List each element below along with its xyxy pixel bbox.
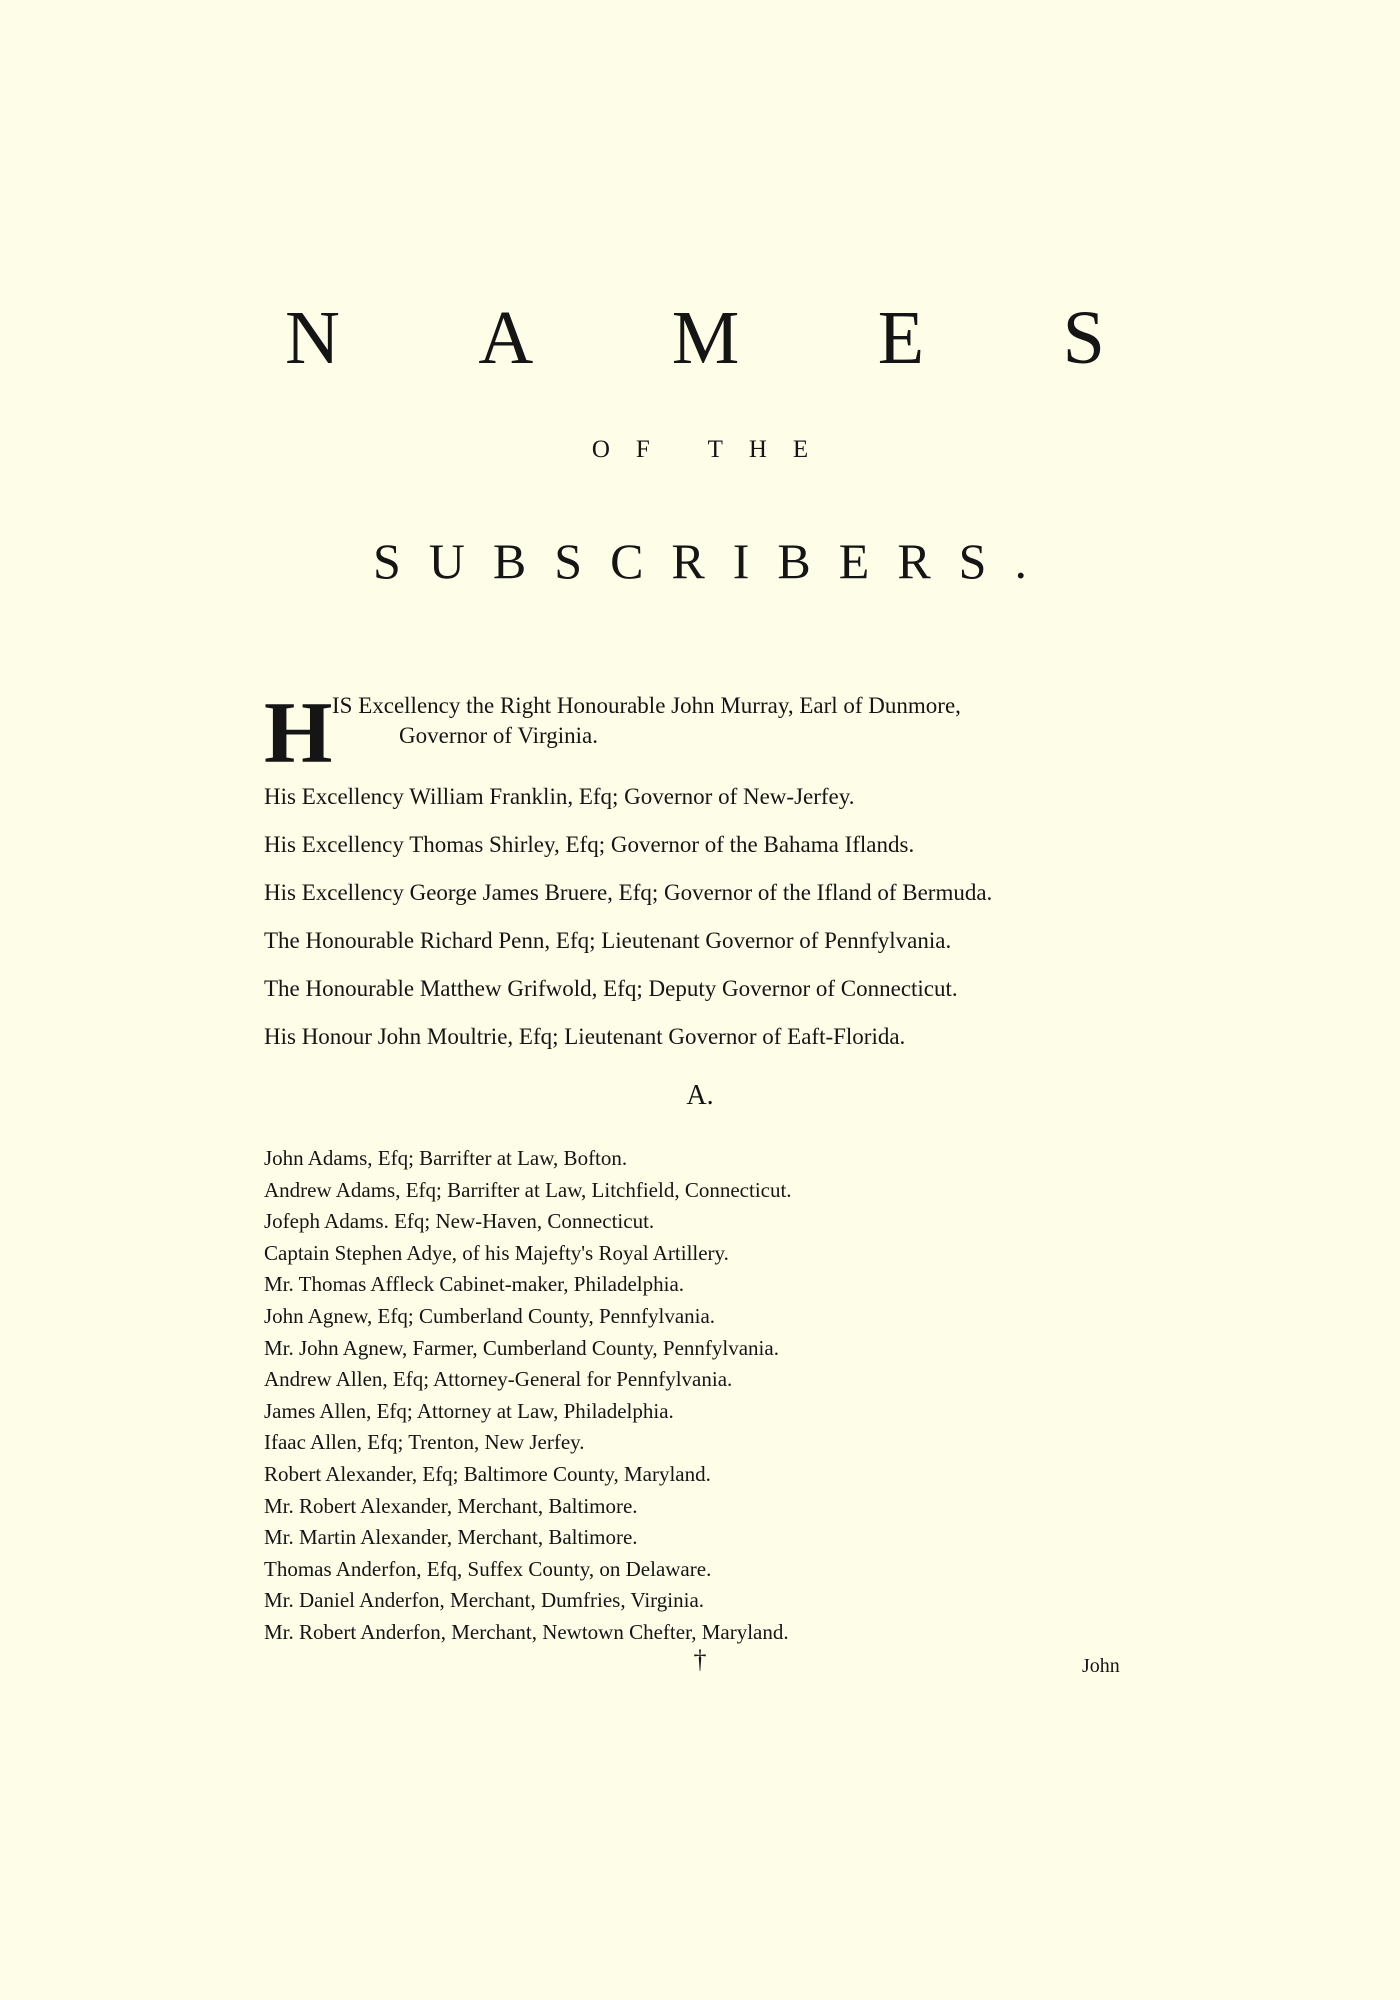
list-item: Andrew Adams, Efq; Barrifter at Law, Litchfield, Connecticut.: [264, 1177, 792, 1202]
dignitary-text: IS Excellency the Right Honourable John Murray, Earl of Dunmore,: [332, 693, 961, 718]
title-letter: A: [478, 296, 534, 380]
section-heading: A.: [686, 1080, 714, 1111]
dignitary-entry: His Excellency William Franklin, Efq; Governor of New-Jerfey.: [264, 784, 855, 809]
dignitary-entry: The Honourable Matthew Grifwold, Efq; Deputy Governor of Connecticut.: [264, 976, 958, 1001]
list-item: Robert Alexander, Efq; Baltimore County, Maryland.: [264, 1461, 711, 1486]
title-letter: E: [877, 296, 925, 380]
title-connector: OF THE: [591, 436, 835, 463]
list-item: Mr. Thomas Affleck Cabinet-maker, Philadelphia.: [264, 1272, 685, 1297]
dignitary-entry: His Honour John Moultrie, Efq; Lieutenant Governor of Eaft-Florida.: [264, 1024, 906, 1049]
list-item: John Adams, Efq; Barrifter at Law, Bofton.: [264, 1146, 628, 1170]
page-title: [285, 296, 1105, 380]
title-letter: N: [285, 296, 340, 380]
list-item: Andrew Allen, Efq; Attorney-General for Pennfylvania.: [264, 1367, 733, 1392]
list-item: James Allen, Efq; Attorney at Law, Philadelphia.: [264, 1398, 674, 1423]
dignitary-entry: The Honourable Richard Penn, Efq; Lieutenant Governor of Pennfylvania.: [264, 928, 952, 953]
title-letter: M: [671, 296, 740, 380]
list-item: Mr. Martin Alexander, Merchant, Baltimore.: [264, 1525, 638, 1550]
page-subtitle: SUBSCRIBERS.: [373, 533, 1055, 589]
list-item: Mr. Daniel Anderfon, Merchant, Dumfries, Virginia.: [264, 1588, 705, 1613]
drop-cap: H: [264, 685, 333, 782]
list-item: John Agnew, Efq; Cumberland County, Pennfylvania.: [264, 1303, 716, 1328]
list-item: Mr. John Agnew, Farmer, Cumberland County, Pennfylvania.: [264, 1335, 779, 1360]
list-item: Mr. Robert Alexander, Merchant, Baltimore.: [264, 1493, 638, 1518]
catchword: John: [1082, 1655, 1120, 1677]
title-letter: S: [1062, 296, 1105, 380]
list-item: Mr. Robert Anderfon, Merchant, Newtown Chefter, Maryland.: [264, 1619, 789, 1644]
dignitary-entry: His Excellency Thomas Shirley, Efq; Governor of the Bahama Iflands.: [264, 832, 915, 857]
dignitaries-list: [264, 685, 1144, 1061]
signature-mark: †: [693, 1645, 707, 1674]
subscriber-list: [264, 1143, 1144, 1649]
dignitary-entry: His Excellency George James Bruere, Efq; Governor of the Ifland of Bermuda.: [264, 880, 993, 905]
dignitary-entry: [264, 685, 1144, 782]
list-item: Thomas Anderfon, Efq, Suffex County, on Delaware.: [264, 1556, 712, 1581]
list-item: Captain Stephen Adye, of his Majefty's Royal Artillery.: [264, 1240, 729, 1265]
list-item: Ifaac Allen, Efq; Trenton, New Jerfey.: [264, 1430, 585, 1455]
list-item: Jofeph Adams. Efq; New-Haven, Connecticut.: [264, 1209, 655, 1234]
dignitary-continuation: Governor of Virginia.: [399, 723, 598, 748]
